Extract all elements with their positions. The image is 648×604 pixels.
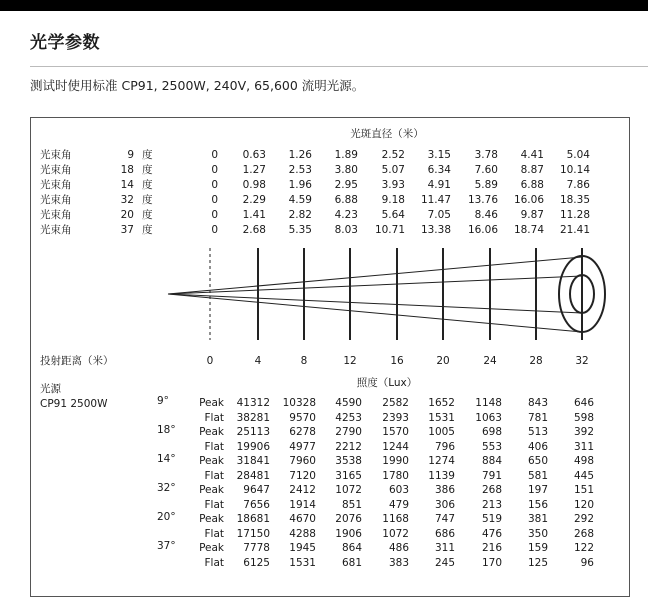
- lux-cell: 646: [573, 397, 594, 409]
- beam-diameter-cell: 9.18: [381, 194, 405, 206]
- lux-row-type: Flat: [204, 469, 224, 482]
- beam-diameter-cell: 4.23: [334, 209, 358, 221]
- beam-diameter-cell: 1.26: [288, 149, 312, 161]
- lux-row-type: Peak: [199, 455, 224, 467]
- lux-cell: 1072: [382, 527, 409, 540]
- lux-beam-angle: 20°: [157, 511, 176, 523]
- lux-cell: 1990: [382, 455, 409, 467]
- beam-diameter-cell: 2.82: [288, 209, 312, 221]
- lux-cell: 1168: [382, 513, 409, 525]
- beam-diameter-cell: 1.96: [288, 179, 312, 191]
- lux-cell: 245: [434, 556, 455, 569]
- beam-diameter-cell: 6.88: [334, 194, 358, 206]
- lux-cell: 681: [341, 556, 362, 569]
- lux-cell: 306: [434, 498, 455, 511]
- lux-cell: 268: [481, 484, 502, 496]
- test-description: 测试时使用标准 CP91, 2500W, 240V, 65,600 流明光源。: [30, 78, 365, 93]
- lux-cell: 151: [573, 484, 594, 496]
- beam-angle-label: 光束角: [40, 164, 72, 176]
- beam-angle-value: 9: [127, 149, 134, 161]
- lux-row-type: Peak: [199, 542, 224, 554]
- lux-cell: 31841: [236, 455, 270, 467]
- beam-angle-value: 32: [120, 194, 134, 206]
- lux-cell: 96: [580, 556, 594, 569]
- lux-cell: 486: [388, 542, 409, 554]
- lux-cell: 10328: [282, 397, 316, 409]
- beam-diameter-cell: 3.93: [381, 179, 405, 191]
- beam-diameter-cell: 0.63: [242, 149, 266, 161]
- lux-cell: 311: [573, 440, 594, 453]
- lux-cell: 2076: [335, 513, 362, 525]
- lux-cell: 513: [527, 426, 548, 438]
- beam-diameter-cell: 9.87: [520, 209, 544, 221]
- beam-diameter-cell: 6.34: [427, 164, 451, 176]
- throw-distance-value: 20: [436, 355, 450, 367]
- lux-cell: 1945: [289, 542, 316, 554]
- beam-diameter-cell: 7.60: [474, 164, 498, 176]
- lux-cell: 3538: [335, 455, 362, 467]
- lux-cell: 170: [481, 556, 502, 569]
- lux-cell: 519: [481, 513, 502, 525]
- beam-diameter-cell: 18.35: [559, 194, 590, 206]
- lux-cell: 125: [527, 556, 548, 569]
- beam-diameter-cell: 0: [211, 224, 218, 236]
- lux-cell: 598: [573, 411, 594, 424]
- lux-cell: 2412: [289, 484, 316, 496]
- beam-diameter-cell: 0: [211, 209, 218, 221]
- lux-row-type: Flat: [204, 556, 224, 569]
- beam-diameter-cell: 0.98: [242, 179, 266, 191]
- page-title: 光学参数: [30, 33, 100, 53]
- lux-cell: 1570: [382, 426, 409, 438]
- lux-cell: 553: [481, 440, 502, 453]
- beam-diameter-cell: 21.41: [559, 224, 590, 236]
- light-source-label: 光源: [40, 383, 61, 395]
- lux-cell: 1063: [475, 411, 502, 424]
- lux-cell: 350: [527, 527, 548, 540]
- lux-cell: 864: [341, 542, 362, 554]
- lux-cell: 476: [481, 527, 502, 540]
- throw-distance-value: 4: [254, 355, 262, 367]
- beam-diameter-cell: 8.87: [520, 164, 544, 176]
- lux-cell: 9647: [243, 484, 270, 496]
- throw-distance-value: 32: [575, 355, 589, 367]
- beam-angle-label: 光束角: [40, 149, 72, 161]
- beam-diameter-cell: 16.06: [513, 194, 544, 206]
- beam-diameter-cell: 13.38: [420, 224, 451, 236]
- throw-distance-value: 0: [206, 355, 214, 367]
- beam-diameter-cell: 7.86: [566, 179, 590, 191]
- beam-diameter-cell: 8.03: [334, 224, 358, 236]
- lux-cell: 884: [481, 455, 502, 467]
- beam-diameter-cell: 5.89: [474, 179, 498, 191]
- lux-cell: 498: [573, 455, 594, 467]
- lux-cell: 159: [527, 542, 548, 554]
- lux-cell: 1274: [428, 455, 455, 467]
- lux-cell: 25113: [236, 426, 270, 438]
- beam-diameter-heading: 光斑直径（米）: [350, 128, 424, 140]
- beam-angle-unit: 度: [142, 194, 153, 206]
- beam-diameter-cell: 2.53: [288, 164, 312, 176]
- lux-cell: 843: [527, 397, 548, 409]
- lux-cell: 381: [527, 513, 548, 525]
- lux-beam-angle: 18°: [157, 424, 176, 436]
- lux-cell: 1244: [382, 440, 409, 453]
- lux-cell: 4288: [289, 527, 316, 540]
- illuminance-heading: 照度（Lux）: [356, 377, 418, 389]
- lux-cell: 1531: [428, 411, 455, 424]
- lux-cell: 7120: [289, 469, 316, 482]
- lux-cell: 781: [527, 411, 548, 424]
- lux-cell: 19906: [236, 440, 270, 453]
- lux-cell: 603: [388, 484, 409, 496]
- lux-cell: 7960: [289, 455, 316, 467]
- lux-cell: 197: [527, 484, 548, 496]
- lux-cell: 9570: [289, 411, 316, 424]
- lux-cell: 1139: [428, 469, 455, 482]
- lux-cell: 4253: [335, 411, 362, 424]
- lux-cell: 392: [573, 426, 594, 438]
- beam-diameter-cell: 2.52: [381, 149, 405, 161]
- beam-diameter-cell: 2.95: [334, 179, 358, 191]
- lux-cell: 3165: [335, 469, 362, 482]
- throw-distance-label: 投射距离（米）: [40, 355, 114, 367]
- lux-cell: 479: [388, 498, 409, 511]
- lux-cell: 1780: [382, 469, 409, 482]
- lux-beam-angle: 14°: [157, 453, 176, 465]
- throw-distance-value: 8: [300, 355, 308, 367]
- beam-angle-unit: 度: [142, 224, 153, 236]
- beam-angle-value: 20: [120, 209, 134, 221]
- lux-row-type: Peak: [199, 513, 224, 525]
- lux-cell: 686: [434, 527, 455, 540]
- beam-diameter-cell: 3.78: [474, 149, 498, 161]
- beam-diameter-cell: 1.41: [242, 209, 266, 221]
- lux-cell: 216: [481, 542, 502, 554]
- lux-cell: 796: [434, 440, 455, 453]
- lux-beam-angle: 32°: [157, 482, 176, 494]
- lux-cell: 2212: [335, 440, 362, 453]
- lux-cell: 1906: [335, 527, 362, 540]
- beam-diameter-cell: 11.47: [420, 194, 451, 206]
- beam-angle-label: 光束角: [40, 209, 72, 221]
- lux-cell: 1148: [475, 397, 502, 409]
- lux-cell: 406: [527, 440, 548, 453]
- beam-diameter-cell: 7.05: [427, 209, 451, 221]
- lux-cell: 1652: [428, 397, 455, 409]
- beam-angle-label: 光束角: [40, 194, 72, 206]
- lux-cell: 17150: [236, 527, 270, 540]
- lux-row-type: Peak: [199, 426, 224, 438]
- beam-diameter-cell: 10.71: [374, 224, 405, 236]
- beam-diameter-cell: 4.59: [288, 194, 312, 206]
- lux-row-type: Peak: [199, 397, 224, 409]
- beam-diameter-cell: 2.29: [242, 194, 266, 206]
- lux-cell: 28481: [236, 469, 270, 482]
- lux-cell: 2393: [382, 411, 409, 424]
- lux-row-type: Flat: [204, 527, 224, 540]
- beam-diameter-cell: 0: [211, 194, 218, 206]
- beam-diameter-cell: 0: [211, 164, 218, 176]
- lux-row-type: Peak: [199, 484, 224, 496]
- lux-cell: 1005: [428, 426, 455, 438]
- beam-diameter-cell: 18.74: [513, 224, 544, 236]
- lux-cell: 7778: [243, 542, 270, 554]
- throw-distance-value: 24: [483, 355, 497, 367]
- beam-diameter-cell: 4.91: [427, 179, 451, 191]
- lux-cell: 6278: [289, 426, 316, 438]
- beam-diameter-cell: 10.14: [559, 164, 590, 176]
- lux-cell: 4590: [335, 397, 362, 409]
- lux-cell: 2790: [335, 426, 362, 438]
- beam-cone-outer-top: [168, 257, 582, 294]
- lux-row-type: Flat: [204, 440, 224, 453]
- lux-cell: 1072: [335, 484, 362, 496]
- lux-cell: 18681: [236, 513, 270, 525]
- lux-cell: 386: [434, 484, 455, 496]
- throw-distance-value: 28: [529, 355, 543, 367]
- lux-cell: 122: [573, 542, 594, 554]
- beam-angle-label: 光束角: [40, 224, 72, 236]
- lux-cell: 6125: [243, 556, 270, 569]
- beam-diameter-cell: 8.46: [474, 209, 498, 221]
- beam-angle-label: 光束角: [40, 179, 72, 191]
- lux-cell: 698: [481, 426, 502, 438]
- lux-cell: 445: [573, 469, 594, 482]
- beam-cone-outer-bottom: [168, 294, 582, 332]
- beam-diameter-cell: 0: [211, 149, 218, 161]
- beam-angle-unit: 度: [142, 149, 153, 161]
- beam-diameter-cell: 1.27: [242, 164, 266, 176]
- beam-angle-value: 37: [120, 224, 134, 236]
- lux-cell: 7656: [243, 498, 270, 511]
- lux-cell: 791: [481, 469, 502, 482]
- lux-cell: 268: [573, 527, 594, 540]
- lux-row-type: Flat: [204, 411, 224, 424]
- lux-cell: 311: [434, 542, 455, 554]
- beam-cone-inner-top: [168, 276, 582, 294]
- beam-diameter-cell: 6.88: [520, 179, 544, 191]
- beam-diameter-cell: 13.76: [467, 194, 498, 206]
- lux-cell: 1914: [289, 498, 316, 511]
- lux-cell: 383: [388, 556, 409, 569]
- beam-angle-value: 14: [120, 179, 134, 191]
- lux-cell: 747: [434, 513, 455, 525]
- lux-beam-angle: 37°: [157, 540, 176, 552]
- lux-cell: 851: [341, 498, 362, 511]
- beam-angle-value: 18: [120, 164, 134, 176]
- beam-diameter-cell: 4.41: [520, 149, 544, 161]
- lux-cell: 120: [573, 498, 594, 511]
- lux-cell: 650: [527, 455, 548, 467]
- beam-diameter-cell: 2.68: [242, 224, 266, 236]
- beam-angle-unit: 度: [142, 209, 153, 221]
- throw-distance-value: 12: [343, 355, 357, 367]
- lux-cell: 4977: [289, 440, 316, 453]
- beam-diameter-cell: 5.64: [381, 209, 405, 221]
- lux-row-type: Flat: [204, 498, 224, 511]
- lux-cell: 1531: [289, 556, 316, 569]
- lux-cell: 38281: [236, 411, 270, 424]
- beam-diameter-cell: 5.07: [381, 164, 405, 176]
- beam-diameter-cell: 3.80: [334, 164, 358, 176]
- beam-diameter-cell: 16.06: [467, 224, 498, 236]
- lux-cell: 41312: [236, 397, 270, 409]
- beam-diameter-cell: 3.15: [427, 149, 451, 161]
- lux-cell: 4670: [289, 513, 316, 525]
- beam-cone-inner-bottom: [168, 294, 582, 313]
- beam-diameter-cell: 5.04: [566, 149, 590, 161]
- beam-diameter-cell: 1.89: [334, 149, 358, 161]
- beam-angle-unit: 度: [142, 179, 153, 191]
- lux-cell: 213: [481, 498, 502, 511]
- light-source-name: CP91 2500W: [40, 398, 108, 410]
- beam-diameter-cell: 0: [211, 179, 218, 191]
- lux-cell: 581: [527, 469, 548, 482]
- beam-diameter-cell: 11.28: [559, 209, 590, 221]
- throw-distance-value: 16: [390, 355, 404, 367]
- beam-diameter-cell: 5.35: [288, 224, 312, 236]
- lux-cell: 156: [527, 498, 548, 511]
- lux-cell: 292: [573, 513, 594, 525]
- lux-beam-angle: 9°: [157, 395, 169, 407]
- lux-cell: 2582: [382, 397, 409, 409]
- beam-angle-unit: 度: [142, 164, 153, 176]
